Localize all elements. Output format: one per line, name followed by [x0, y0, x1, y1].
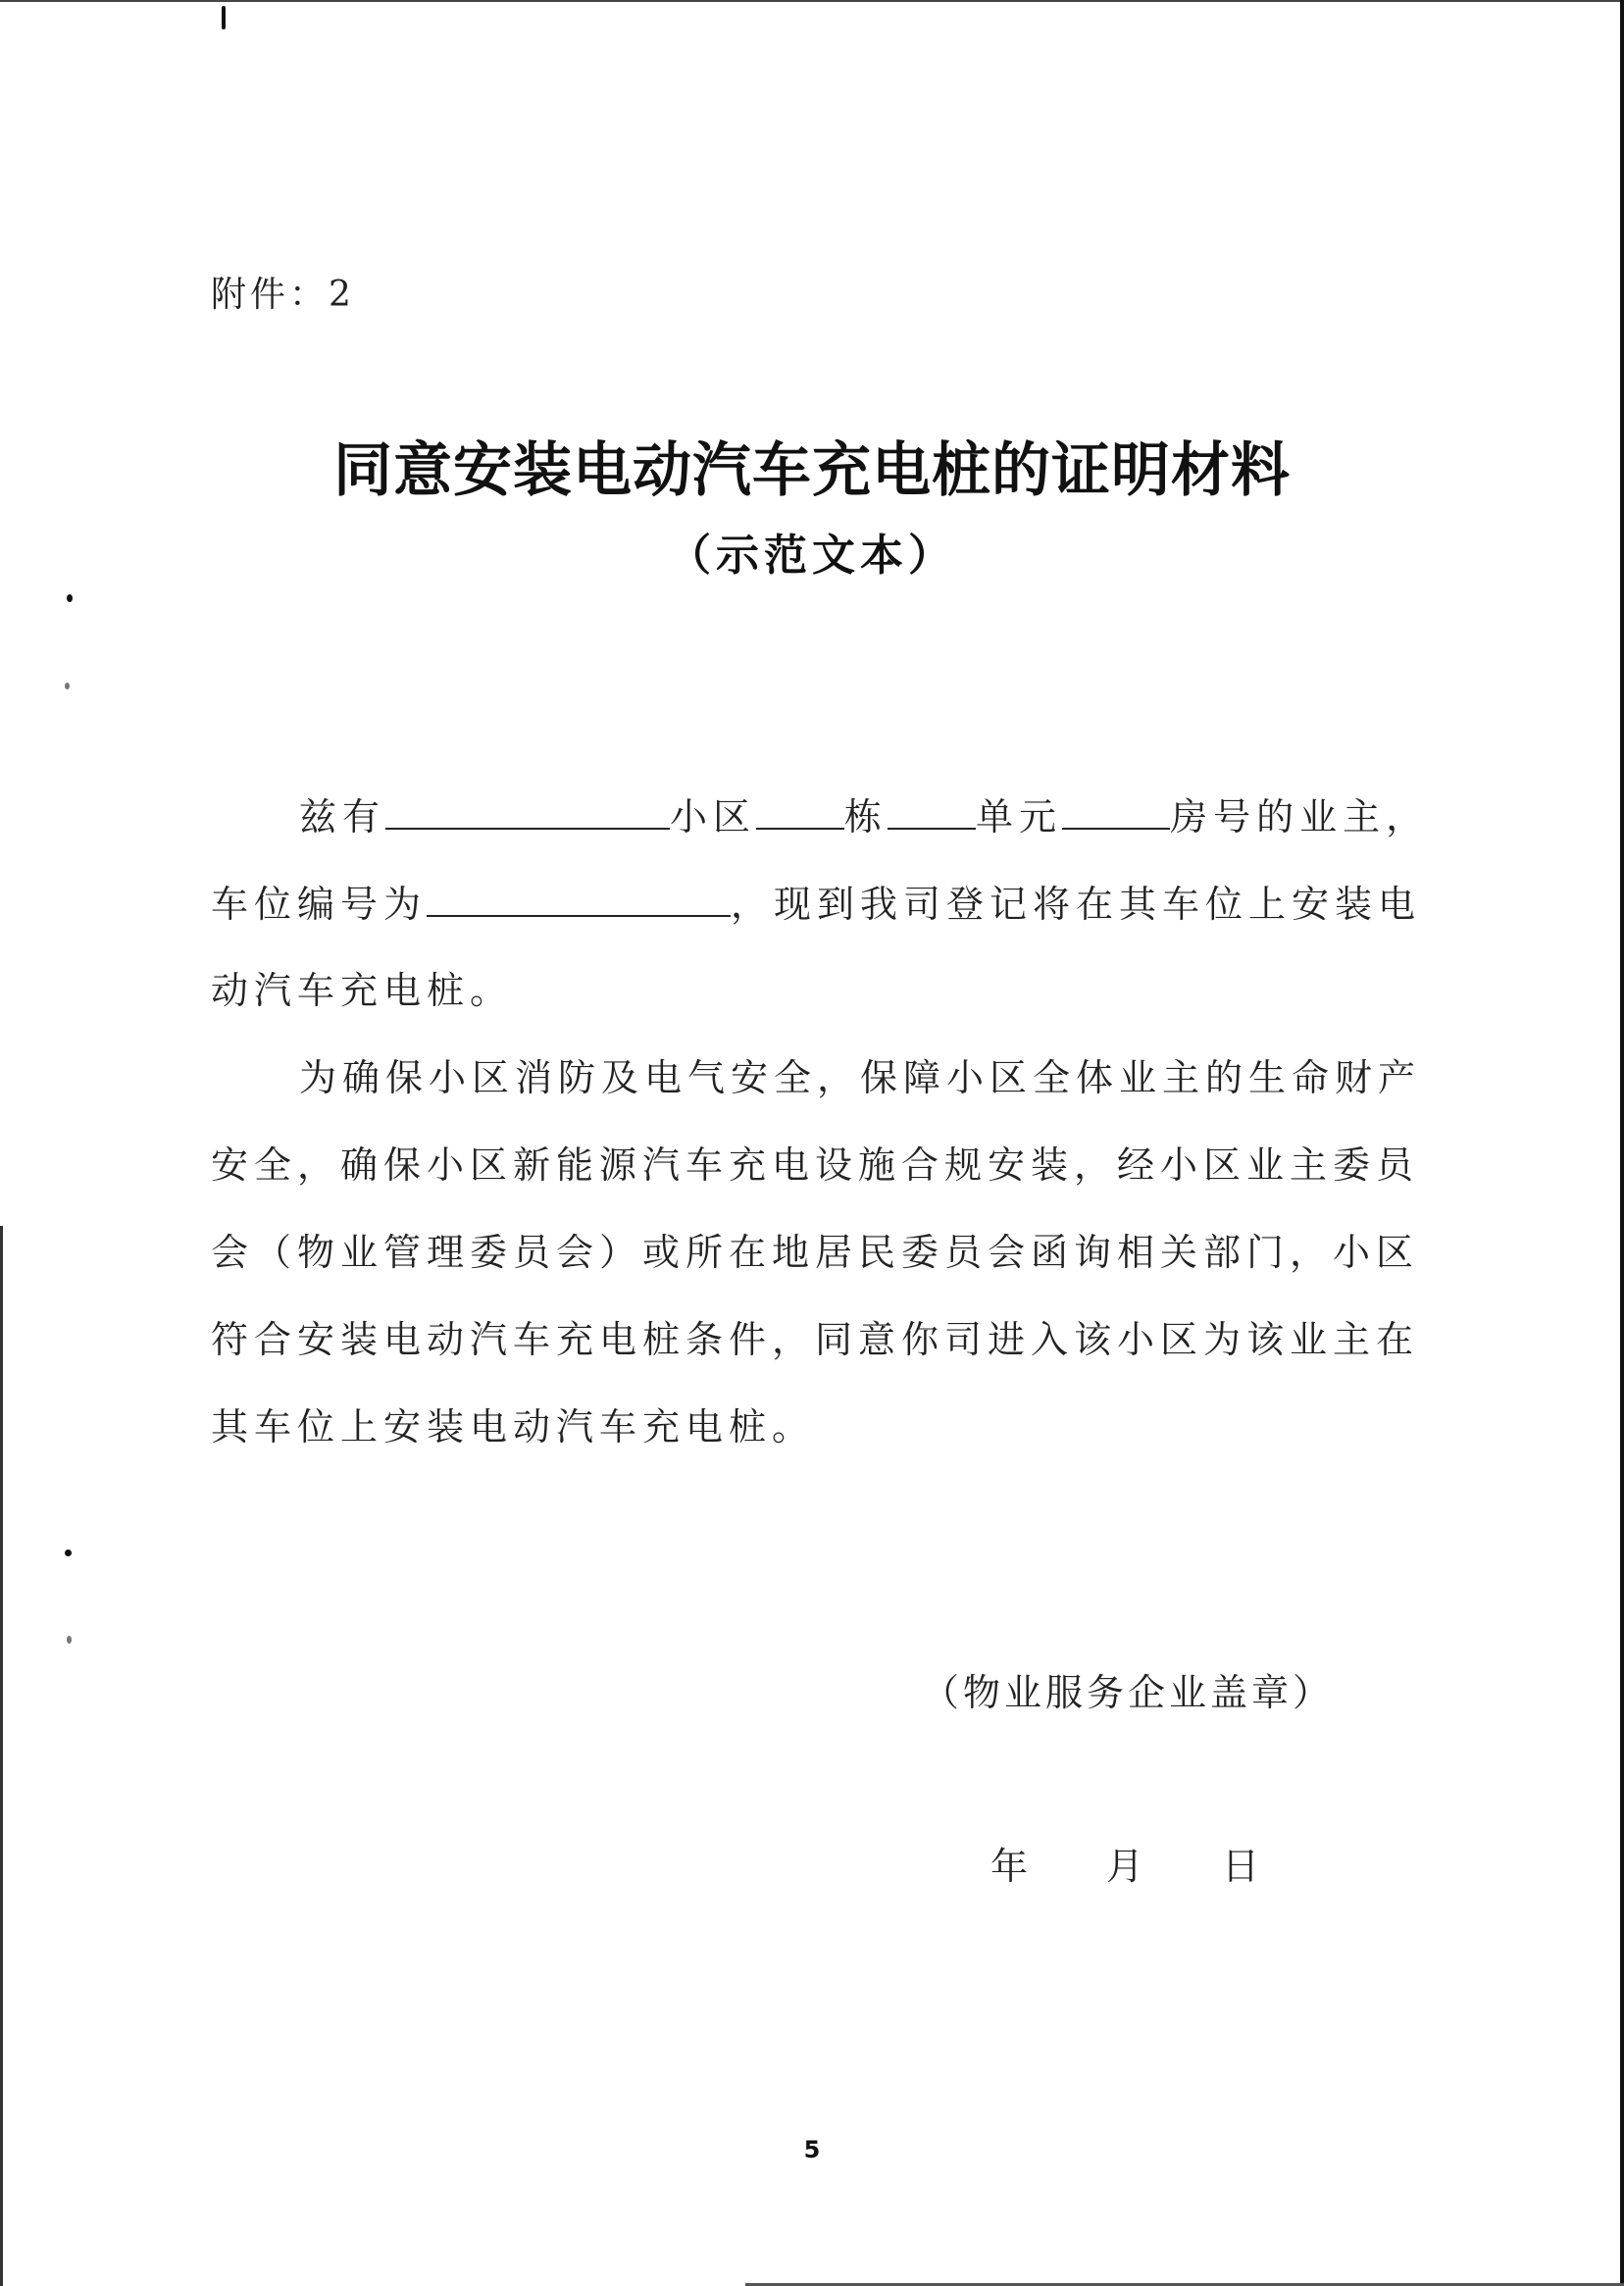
seal-note: （物业服务企业盖章）: [922, 1671, 1335, 1714]
building-number-blank: [756, 792, 844, 830]
scan-speck: [65, 1549, 72, 1556]
unit-number-blank: [888, 792, 976, 830]
scan-speck: [67, 1636, 72, 1644]
day-label: 日: [1222, 1845, 1260, 1888]
scan-speck: [222, 6, 226, 29]
text-building: 栋: [844, 795, 888, 838]
paragraph-1-line-3: 动汽车充电桩。: [211, 969, 514, 1012]
paragraph-2-line-5: 其车位上安装电动汽车充电桩。: [211, 1405, 816, 1448]
paragraph-2-line-4: 符合安装电动汽车充电桩条件，同意你司进入该小区为该业主在: [211, 1318, 1420, 1361]
scan-edge-top: [0, 0, 1624, 2]
document-title: 同意安装电动汽车充电桩的证明材料: [333, 436, 1291, 505]
room-number-blank: [1062, 792, 1170, 830]
paragraph-2-line-1: 为确保小区消防及电气安全，保障小区全体业主的生命财产: [299, 1056, 1422, 1099]
document-subtitle: （示范文本）: [668, 531, 956, 581]
month-label: 月: [1106, 1845, 1144, 1888]
text-owner: 房号的业主，: [1170, 795, 1430, 838]
paragraph-2-line-2: 安全，确保小区新能源汽车充电设施合规安装，经小区业主委员: [211, 1143, 1420, 1187]
paragraph-1-line-1: [211, 792, 1430, 840]
attachment-label: 附件：2: [211, 275, 355, 315]
text-community: 小区: [670, 795, 757, 838]
text-parking-prefix: 车位编号为: [211, 883, 428, 926]
text-unit: 单元: [976, 795, 1063, 838]
community-name-blank: [385, 792, 670, 830]
parking-number-blank: [427, 880, 731, 917]
paragraph-2-line-3: 会（物业管理委员会）或所在地居民委员会函询相关部门，小区: [211, 1231, 1420, 1274]
paragraph-1-line-2: [211, 880, 1427, 928]
year-label: 年: [990, 1845, 1029, 1888]
scan-speck: [67, 594, 73, 602]
text-prefix: 兹有: [299, 795, 386, 838]
date-line: [990, 1836, 1259, 1890]
scan-speck: [65, 683, 70, 689]
page-number: 5: [803, 2136, 821, 2163]
scan-edge-left: [0, 1226, 3, 2286]
text-parking-rest: ，现到我司登记将在其车位上安装电: [731, 883, 1422, 926]
scan-edge-right: [1620, 0, 1624, 2286]
